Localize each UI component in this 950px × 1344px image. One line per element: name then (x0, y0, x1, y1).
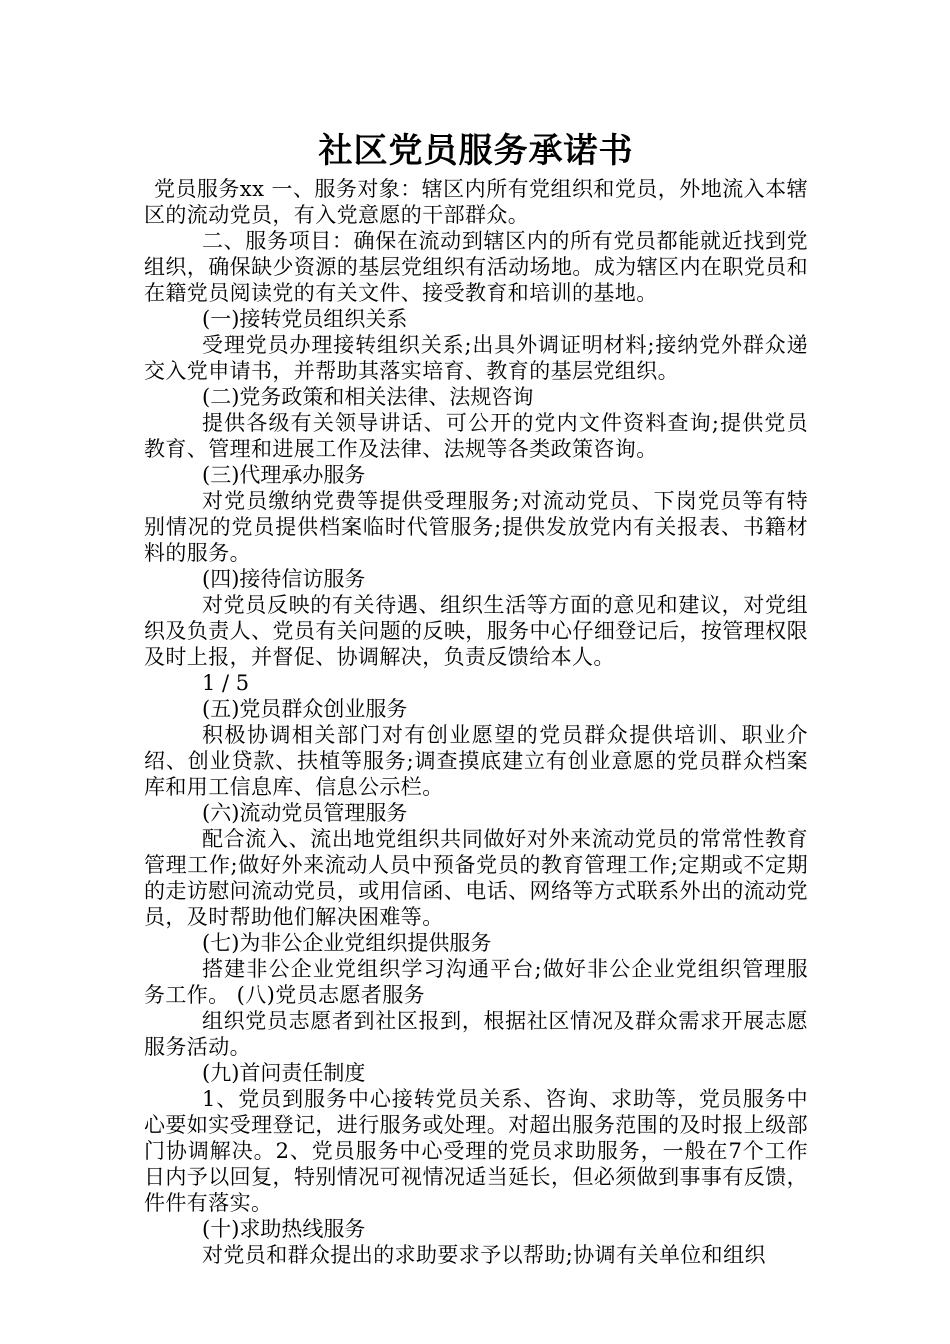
body-paragraph: 对党员缴纳党费等提供受理服务;对流动党员、下岗党员等有特别情况的党员提供档案临时代管服务;提供发放党内有关报表、书籍材料的服务。 (144, 489, 808, 565)
body-paragraph: 配合流入、流出地党组织共同做好对外来流动党员的常常性教育管理工作;做好外来流动人员中预备党员的教育管理工作;定期或不定期的走访慰问流动党员，或用信函、电话、网络等方式联系外出的流动党员，及时帮助他们解决困难等。 (144, 827, 808, 929)
body-paragraph: 党员服务xx 一、服务对象：辖区内所有党组织和党员，外地流入本辖区的流动党员，有入党意愿的干部群众。 (144, 177, 808, 227)
body-paragraph: 二、服务项目：确保在流动到辖区内的所有党员都能就近找到党组织，确保缺少资源的基层党组织有活动场地。成为辖区内在职党员和在籍党员阅读党的有关文件、接受教育和培训的基地。 (144, 229, 808, 305)
document-title: 社区党员服务承诺书 (318, 131, 634, 171)
body-paragraph: 对党员和群众提出的求助要求予以帮助;协调有关单位和组织 (202, 1243, 766, 1267)
body-paragraph: 1、党员到服务中心接转党员关系、咨询、求助等，党员服务中心要如实受理登记，进行服务或处理。对超出服务范围的及时报上级部门协调解决。2、党员服务中心受理的党员求助服务，一般在7个工作日内予以回复，特别情况可视情况适当延长，但必须做到事事有反馈，件件有落实。 (144, 1087, 808, 1215)
body-paragraph: 积极协调相关部门对有创业愿望的党员群众提供培训、职业介绍、创业贷款、扶植等服务;调查摸底建立有创业意愿的党员群众档案库和用工信息库、信息公示栏。 (144, 723, 808, 799)
section-heading: (五)党员群众创业服务 (202, 697, 408, 721)
section-heading: (一)接转党员组织关系 (202, 307, 408, 331)
section-heading: (十)求助热线服务 (202, 1217, 366, 1241)
document-body (144, 176, 808, 1268)
body-paragraph: 受理党员办理接转组织关系;出具外调证明材料;接纳党外群众递交入党申请书，并帮助其落实培育、教育的基层党组织。 (144, 333, 808, 383)
document-page (144, 128, 808, 1268)
section-heading: (九)首问责任制度 (202, 1061, 366, 1085)
section-heading: 1 / 5 (202, 671, 250, 695)
section-heading: (七)为非公企业党组织提供服务 (202, 931, 492, 955)
section-heading: (六)流动党员管理服务 (202, 801, 408, 825)
body-paragraph: 搭建非公企业党组织学习沟通平台;做好非公企业党组织管理服务工作。 (八)党员志愿者服务 (144, 957, 808, 1007)
body-paragraph: 组织党员志愿者到社区报到，根据社区情况及群众需求开展志愿服务活动。 (144, 1009, 808, 1059)
section-heading: (四)接待信访服务 (202, 567, 366, 591)
body-paragraph: 提供各级有关领导讲话、可公开的党内文件资料查询;提供党员教育、管理和进展工作及法律、法规等各类政策咨询。 (144, 411, 808, 461)
section-heading: (二)党务政策和相关法律、法规咨询 (202, 385, 534, 409)
body-paragraph: 对党员反映的有关待遇、组织生活等方面的意见和建议，对党组织及负责人、党员有关问题的反映，服务中心仔细登记后，按管理权限及时上报，并督促、协调解决，负责反馈给本人。 (144, 593, 808, 669)
section-heading: (三)代理承办服务 (202, 463, 366, 487)
